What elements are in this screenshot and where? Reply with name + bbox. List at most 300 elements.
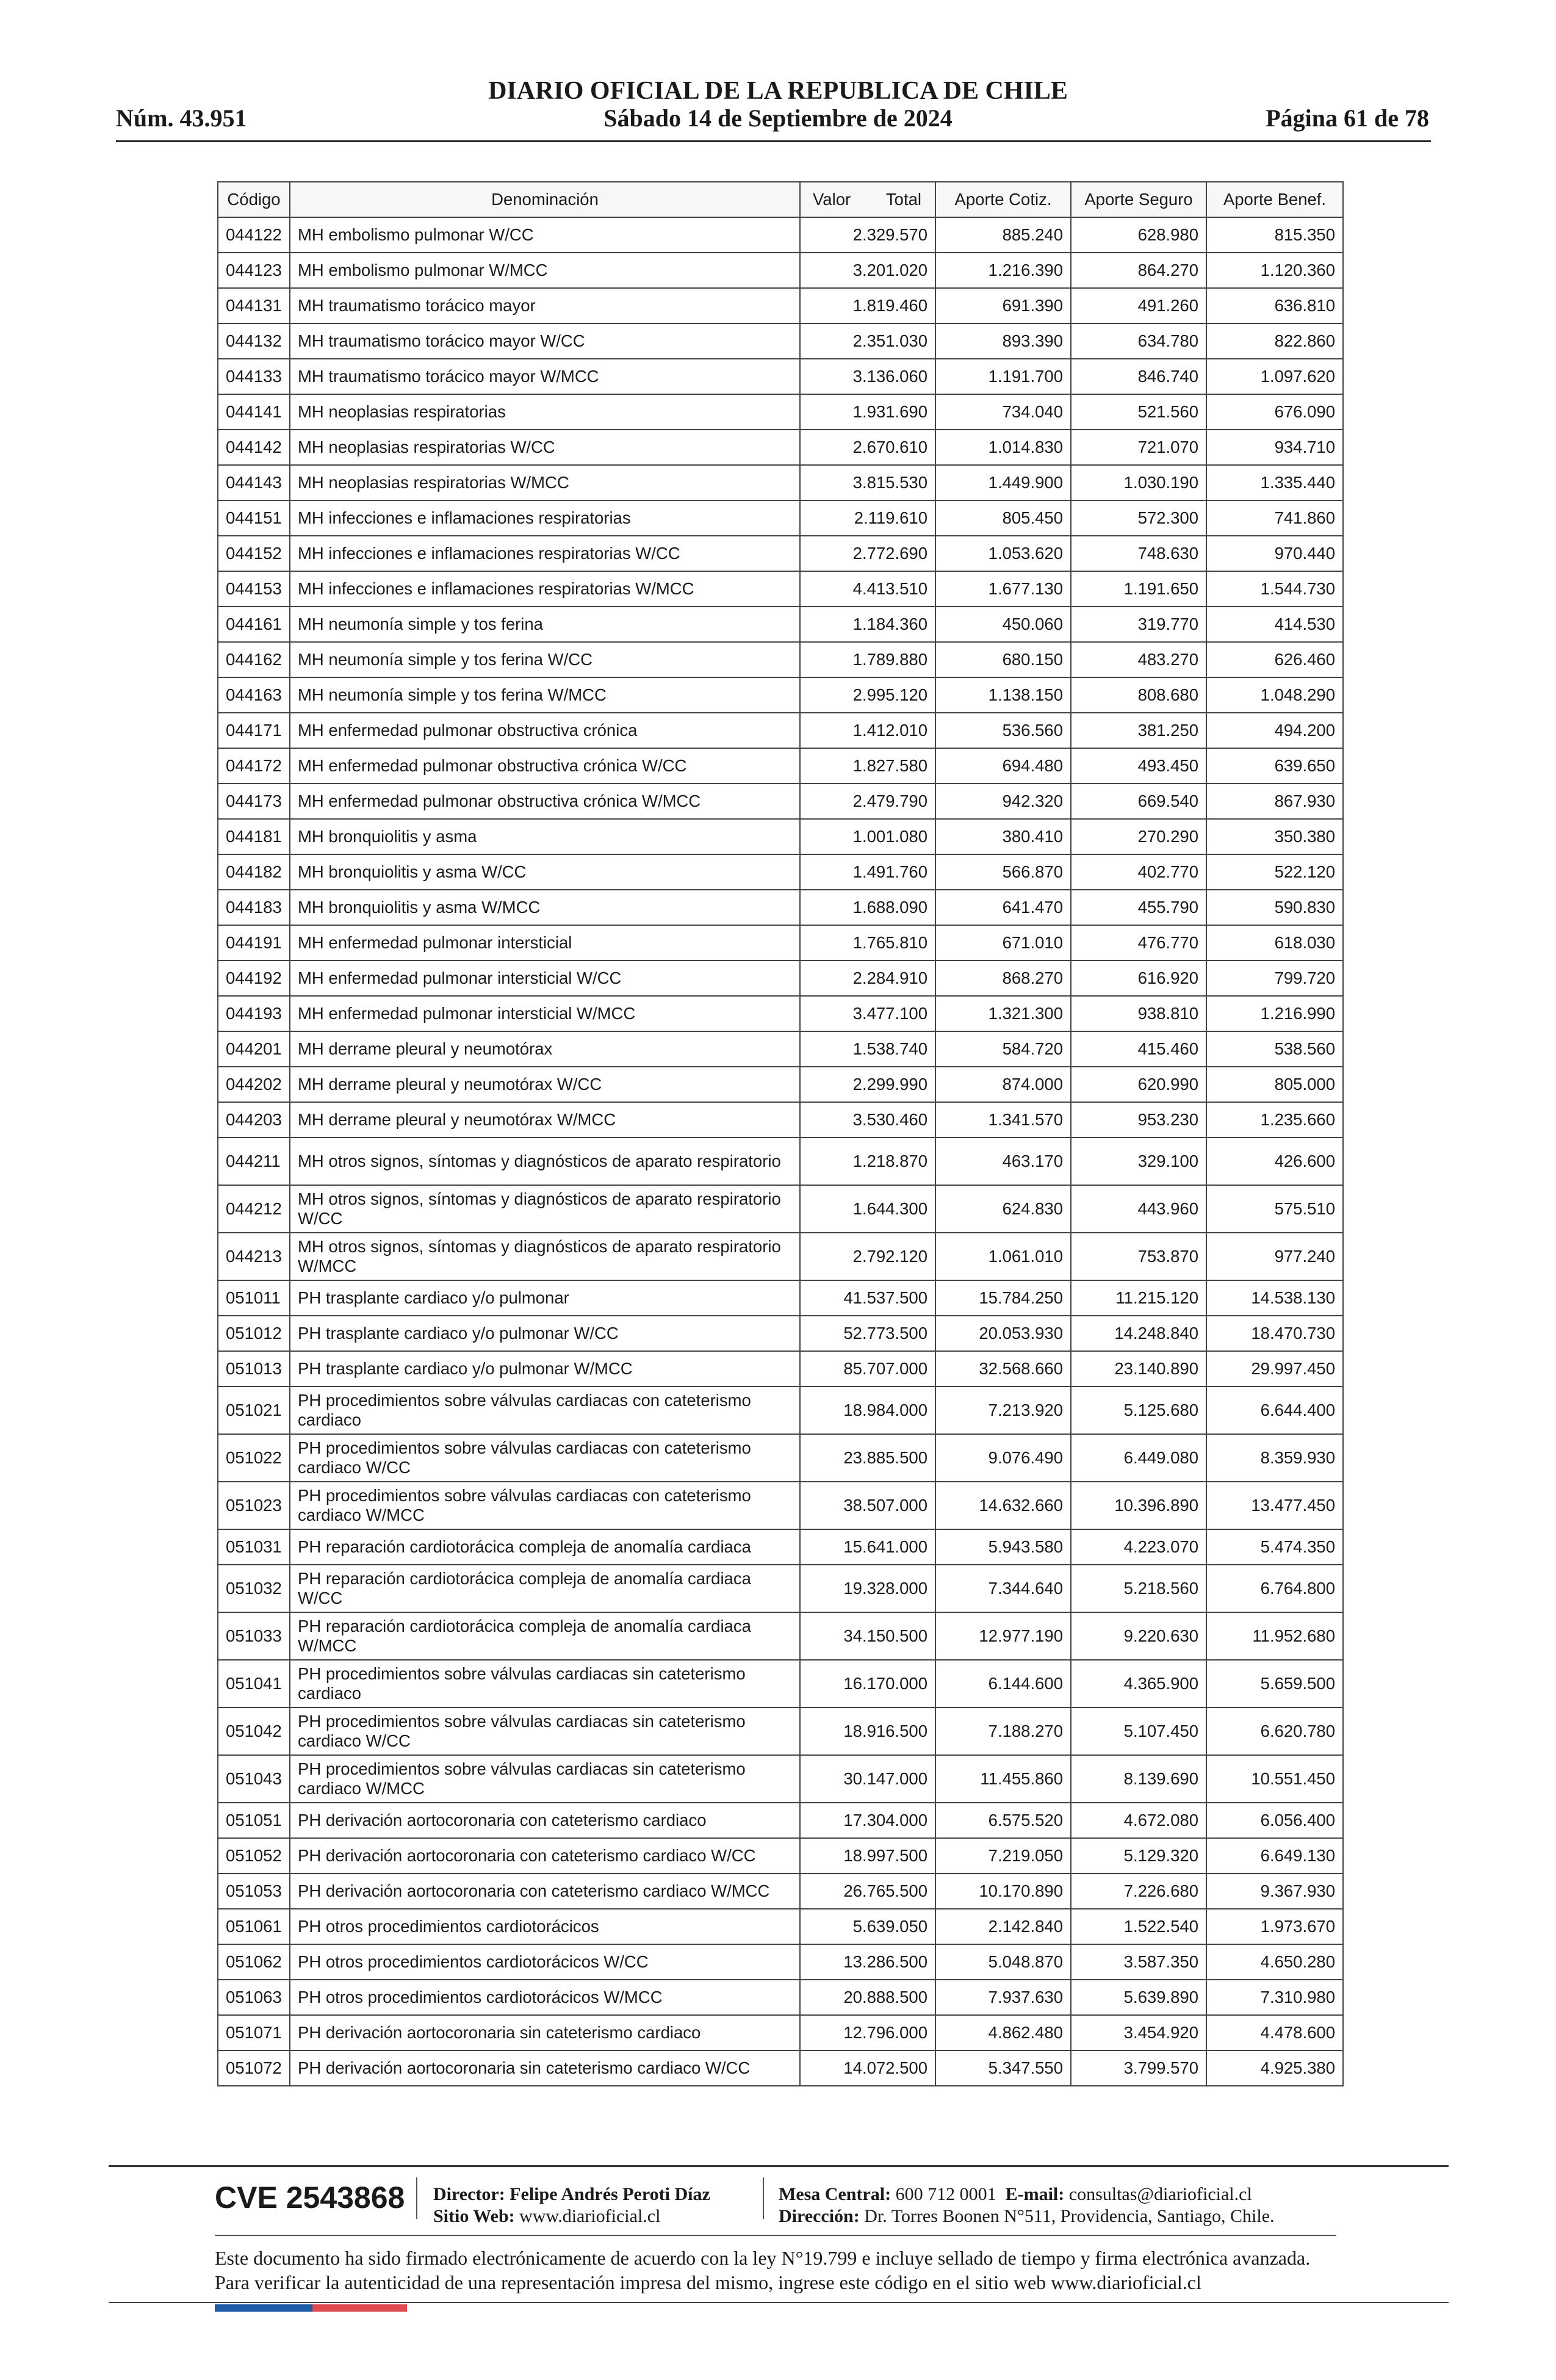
- row-denominacion: MH enfermedad pulmonar obstructiva crónica W/CC: [290, 748, 800, 784]
- col-header-aporte-benef: Aporte Benef.: [1206, 182, 1343, 217]
- row-valor-total: 2.299.990: [800, 1067, 935, 1102]
- table-row: [218, 253, 1343, 288]
- row-codigo: 044191: [218, 925, 290, 961]
- table-row: [218, 1838, 1343, 1873]
- row-valor-total: 52.773.500: [800, 1316, 935, 1351]
- row-denominacion: MH neumonía simple y tos ferina: [290, 607, 800, 642]
- row-denominacion: MH infecciones e inflamaciones respiratorias W/CC: [290, 536, 800, 571]
- row-aporte-benef: 1.048.290: [1206, 677, 1343, 713]
- tariff-table: [217, 181, 1344, 2086]
- row-aporte-cotiz: 4.862.480: [935, 2015, 1071, 2050]
- row-aporte-benef: 4.478.600: [1206, 2015, 1343, 2050]
- row-aporte-seguro: 748.630: [1071, 536, 1206, 571]
- table-row: [218, 748, 1343, 784]
- row-aporte-cotiz: 624.830: [935, 1185, 1071, 1233]
- row-aporte-cotiz: 7.344.640: [935, 1565, 1071, 1612]
- row-aporte-benef: 639.650: [1206, 748, 1343, 784]
- issue-date: Sábado 14 de Septiembre de 2024: [603, 104, 953, 132]
- row-valor-total: 3.477.100: [800, 996, 935, 1031]
- row-denominacion: MH embolismo pulmonar W/CC: [290, 217, 800, 253]
- row-denominacion: MH derrame pleural y neumotórax: [290, 1031, 800, 1067]
- row-codigo: 044141: [218, 394, 290, 430]
- page-number: Página 61 de 78: [1266, 104, 1429, 132]
- row-aporte-cotiz: 734.040: [935, 394, 1071, 430]
- row-aporte-seguro: 1.522.540: [1071, 1909, 1206, 1944]
- row-aporte-cotiz: 7.188.270: [935, 1707, 1071, 1755]
- row-valor-total: 1.218.870: [800, 1138, 935, 1185]
- table-row: [218, 1612, 1343, 1660]
- row-codigo: 051023: [218, 1482, 290, 1529]
- row-denominacion: PH procedimientos sobre válvulas cardiacas sin cateterismo cardiaco: [290, 1660, 800, 1707]
- issue-number: Núm. 43.951: [116, 104, 247, 132]
- row-codigo: 044123: [218, 253, 290, 288]
- row-aporte-seguro: 329.100: [1071, 1138, 1206, 1185]
- row-denominacion: PH procedimientos sobre válvulas cardiacas sin cateterismo cardiaco W/CC: [290, 1707, 800, 1755]
- row-aporte-seguro: 493.450: [1071, 748, 1206, 784]
- footer-director-block: [433, 2183, 710, 2227]
- table-row: [218, 359, 1343, 394]
- row-aporte-seguro: 5.639.890: [1071, 1980, 1206, 2015]
- row-aporte-seguro: 476.770: [1071, 925, 1206, 961]
- row-aporte-cotiz: 7.219.050: [935, 1838, 1071, 1873]
- row-denominacion: PH derivación aortocoronaria sin cateterismo cardiaco: [290, 2015, 800, 2050]
- row-valor-total: 1.765.810: [800, 925, 935, 961]
- table-row: [218, 1233, 1343, 1280]
- row-valor-total: 1.931.690: [800, 394, 935, 430]
- row-aporte-cotiz: 5.943.580: [935, 1529, 1071, 1565]
- table-row: [218, 500, 1343, 536]
- table-row: [218, 713, 1343, 748]
- row-denominacion: MH enfermedad pulmonar intersticial W/CC: [290, 961, 800, 996]
- row-aporte-seguro: 521.560: [1071, 394, 1206, 430]
- row-aporte-benef: 934.710: [1206, 430, 1343, 465]
- col-header-codigo: Código: [218, 182, 290, 217]
- row-denominacion: PH derivación aortocoronaria con cateterismo cardiaco W/CC: [290, 1838, 800, 1873]
- row-aporte-benef: 1.235.660: [1206, 1102, 1343, 1138]
- table-row: [218, 890, 1343, 925]
- row-aporte-seguro: 753.870: [1071, 1233, 1206, 1280]
- row-denominacion: PH procedimientos sobre válvulas cardiacas con cateterismo cardiaco: [290, 1387, 800, 1434]
- row-aporte-cotiz: 1.191.700: [935, 359, 1071, 394]
- flag-bar-blue: [215, 2304, 312, 2312]
- row-aporte-benef: 13.477.450: [1206, 1482, 1343, 1529]
- row-valor-total: 3.815.530: [800, 465, 935, 500]
- row-aporte-benef: 350.380: [1206, 819, 1343, 854]
- row-denominacion: MH bronquiolitis y asma: [290, 819, 800, 854]
- row-valor-total: 30.147.000: [800, 1755, 935, 1803]
- row-aporte-benef: 815.350: [1206, 217, 1343, 253]
- row-codigo: 044142: [218, 430, 290, 465]
- row-aporte-benef: 6.056.400: [1206, 1803, 1343, 1838]
- row-aporte-cotiz: 9.076.490: [935, 1434, 1071, 1482]
- row-valor-total: 41.537.500: [800, 1280, 935, 1316]
- row-codigo: 044161: [218, 607, 290, 642]
- row-aporte-benef: 626.460: [1206, 642, 1343, 677]
- row-denominacion: MH otros signos, síntomas y diagnósticos de aparato respiratorio W/CC: [290, 1185, 800, 1233]
- col-header-aporte-cotiz: Aporte Cotiz.: [935, 182, 1071, 217]
- row-aporte-benef: 494.200: [1206, 713, 1343, 748]
- address-value: Dr. Torres Boonen N°511, Providencia, Santiago, Chile.: [864, 2206, 1275, 2226]
- mesa-label: Mesa Central:: [779, 2184, 891, 2204]
- row-valor-total: 3.201.020: [800, 253, 935, 288]
- footer-separator: [763, 2177, 764, 2219]
- row-valor-total: 2.119.610: [800, 500, 935, 536]
- row-codigo: 051071: [218, 2015, 290, 2050]
- row-valor-total: 1.412.010: [800, 713, 935, 748]
- row-aporte-benef: 426.600: [1206, 1138, 1343, 1185]
- row-codigo: 044163: [218, 677, 290, 713]
- row-codigo: 051032: [218, 1565, 290, 1612]
- row-codigo: 044171: [218, 713, 290, 748]
- row-aporte-seguro: 270.290: [1071, 819, 1206, 854]
- col-header-aporte-seguro: Aporte Seguro: [1071, 182, 1206, 217]
- row-aporte-seguro: 620.990: [1071, 1067, 1206, 1102]
- row-aporte-benef: 1.973.670: [1206, 1909, 1343, 1944]
- table-row: [218, 1803, 1343, 1838]
- row-codigo: 044183: [218, 890, 290, 925]
- row-aporte-cotiz: 463.170: [935, 1138, 1071, 1185]
- row-valor-total: 12.796.000: [800, 2015, 935, 2050]
- col-header-denominacion: Denominación: [290, 182, 800, 217]
- row-aporte-seguro: 938.810: [1071, 996, 1206, 1031]
- table-row: [218, 1980, 1343, 2015]
- row-valor-total: 17.304.000: [800, 1803, 935, 1838]
- row-denominacion: PH trasplante cardiaco y/o pulmonar W/MCC: [290, 1351, 800, 1387]
- table-row: [218, 430, 1343, 465]
- row-denominacion: MH otros signos, síntomas y diagnósticos de aparato respiratorio W/MCC: [290, 1233, 800, 1280]
- row-codigo: 051072: [218, 2050, 290, 2086]
- row-aporte-seguro: 455.790: [1071, 890, 1206, 925]
- row-codigo: 044212: [218, 1185, 290, 1233]
- row-valor-total: 2.329.570: [800, 217, 935, 253]
- row-valor-total: 38.507.000: [800, 1482, 935, 1529]
- row-denominacion: MH neumonía simple y tos ferina W/CC: [290, 642, 800, 677]
- row-denominacion: MH neoplasias respiratorias W/CC: [290, 430, 800, 465]
- footer-contact-block: [779, 2183, 1275, 2227]
- table-row: [218, 1434, 1343, 1482]
- row-aporte-benef: 538.560: [1206, 1031, 1343, 1067]
- row-aporte-cotiz: 11.455.860: [935, 1755, 1071, 1803]
- row-denominacion: MH embolismo pulmonar W/MCC: [290, 253, 800, 288]
- row-valor-total: 15.641.000: [800, 1529, 935, 1565]
- row-aporte-seguro: 483.270: [1071, 642, 1206, 677]
- email-label: E-mail:: [1005, 2184, 1065, 2204]
- table-row: [218, 677, 1343, 713]
- email-link[interactable]: consultas@diarioficial.cl: [1068, 2184, 1252, 2204]
- row-valor-total: 2.772.690: [800, 536, 935, 571]
- row-aporte-cotiz: 1.061.010: [935, 1233, 1071, 1280]
- row-denominacion: PH trasplante cardiaco y/o pulmonar: [290, 1280, 800, 1316]
- table-row: [218, 1707, 1343, 1755]
- row-valor-total: 2.479.790: [800, 784, 935, 819]
- row-denominacion: MH otros signos, síntomas y diagnósticos de aparato respiratorio: [290, 1138, 800, 1185]
- row-valor-total: 34.150.500: [800, 1612, 935, 1660]
- row-aporte-benef: 5.474.350: [1206, 1529, 1343, 1565]
- row-codigo: 051063: [218, 1980, 290, 2015]
- table-row: [218, 854, 1343, 890]
- row-valor-total: 18.916.500: [800, 1707, 935, 1755]
- row-aporte-cotiz: 1.014.830: [935, 430, 1071, 465]
- row-aporte-benef: 636.810: [1206, 288, 1343, 323]
- row-aporte-benef: 14.538.130: [1206, 1280, 1343, 1316]
- row-aporte-cotiz: 671.010: [935, 925, 1071, 961]
- row-aporte-cotiz: 12.977.190: [935, 1612, 1071, 1660]
- col-header-valor-total: [800, 182, 935, 217]
- table-row: [218, 1482, 1343, 1529]
- table-row: [218, 571, 1343, 607]
- row-valor-total: 20.888.500: [800, 1980, 935, 2015]
- table-row: [218, 2050, 1343, 2086]
- row-aporte-benef: 9.367.930: [1206, 1873, 1343, 1909]
- table-row: [218, 1316, 1343, 1351]
- row-aporte-cotiz: 874.000: [935, 1067, 1071, 1102]
- row-aporte-cotiz: 5.347.550: [935, 2050, 1071, 2086]
- row-aporte-benef: 1.544.730: [1206, 571, 1343, 607]
- row-aporte-seguro: 572.300: [1071, 500, 1206, 536]
- row-aporte-benef: 575.510: [1206, 1185, 1343, 1233]
- row-codigo: 044131: [218, 288, 290, 323]
- row-valor-total: 18.984.000: [800, 1387, 935, 1434]
- row-aporte-benef: 10.551.450: [1206, 1755, 1343, 1803]
- row-aporte-seguro: 443.960: [1071, 1185, 1206, 1233]
- row-valor-total: 1.644.300: [800, 1185, 935, 1233]
- row-aporte-seguro: 634.780: [1071, 323, 1206, 359]
- row-valor-total: 2.670.610: [800, 430, 935, 465]
- row-aporte-seguro: 10.396.890: [1071, 1482, 1206, 1529]
- row-aporte-benef: 590.830: [1206, 890, 1343, 925]
- legal-notice: Este documento ha sido firmado electrónicamente de acuerdo con la ley N°19.799 e incluye sellado de tiempo y firma electrónica avanzada. Para verificar la autenticidad de una representación impresa del mismo, ingrese este código en el sitio web www.diarioficial.cl: [215, 2247, 1311, 2293]
- row-aporte-seguro: 402.770: [1071, 854, 1206, 890]
- row-aporte-seguro: 3.587.350: [1071, 1944, 1206, 1980]
- table-row: [218, 996, 1343, 1031]
- row-aporte-benef: 29.997.450: [1206, 1351, 1343, 1387]
- row-aporte-cotiz: 1.053.620: [935, 536, 1071, 571]
- table-row: [218, 1138, 1343, 1185]
- row-valor-total: 1.538.740: [800, 1031, 935, 1067]
- row-codigo: 044173: [218, 784, 290, 819]
- row-codigo: 044133: [218, 359, 290, 394]
- table-row: [218, 1185, 1343, 1233]
- row-valor-total: 1.827.580: [800, 748, 935, 784]
- row-aporte-cotiz: 805.450: [935, 500, 1071, 536]
- row-aporte-cotiz: 691.390: [935, 288, 1071, 323]
- row-aporte-benef: 4.650.280: [1206, 1944, 1343, 1980]
- row-codigo: 051011: [218, 1280, 290, 1316]
- row-aporte-benef: 970.440: [1206, 536, 1343, 571]
- row-aporte-benef: 6.620.780: [1206, 1707, 1343, 1755]
- row-aporte-benef: 1.097.620: [1206, 359, 1343, 394]
- row-aporte-seguro: 669.540: [1071, 784, 1206, 819]
- row-denominacion: MH enfermedad pulmonar obstructiva crónica W/MCC: [290, 784, 800, 819]
- row-denominacion: MH infecciones e inflamaciones respiratorias: [290, 500, 800, 536]
- row-denominacion: PH reparación cardiotorácica compleja de anomalía cardiaca W/CC: [290, 1565, 800, 1612]
- row-aporte-cotiz: 6.575.520: [935, 1803, 1071, 1838]
- table-header-row: [218, 182, 1343, 217]
- row-aporte-seguro: 6.449.080: [1071, 1434, 1206, 1482]
- row-codigo: 044122: [218, 217, 290, 253]
- row-aporte-cotiz: 1.321.300: [935, 996, 1071, 1031]
- row-aporte-seguro: 491.260: [1071, 288, 1206, 323]
- row-aporte-benef: 7.310.980: [1206, 1980, 1343, 2015]
- row-aporte-cotiz: 15.784.250: [935, 1280, 1071, 1316]
- row-aporte-cotiz: 1.216.390: [935, 253, 1071, 288]
- row-aporte-benef: 6.764.800: [1206, 1565, 1343, 1612]
- web-link[interactable]: www.diarioficial.cl: [519, 2206, 661, 2226]
- row-valor-total: 3.136.060: [800, 359, 935, 394]
- row-aporte-seguro: 7.226.680: [1071, 1873, 1206, 1909]
- row-valor-total: 1.184.360: [800, 607, 935, 642]
- row-valor-total: 16.170.000: [800, 1660, 935, 1707]
- row-denominacion: PH trasplante cardiaco y/o pulmonar W/CC: [290, 1316, 800, 1351]
- table-row: [218, 217, 1343, 253]
- row-aporte-seguro: 9.220.630: [1071, 1612, 1206, 1660]
- row-denominacion: PH derivación aortocoronaria con cateterismo cardiaco: [290, 1803, 800, 1838]
- row-aporte-cotiz: 1.138.150: [935, 677, 1071, 713]
- row-denominacion: MH enfermedad pulmonar intersticial: [290, 925, 800, 961]
- row-aporte-seguro: 5.125.680: [1071, 1387, 1206, 1434]
- row-aporte-cotiz: 7.937.630: [935, 1980, 1071, 2015]
- row-valor-total: 1.789.880: [800, 642, 935, 677]
- row-valor-total: 2.284.910: [800, 961, 935, 996]
- table-row: [218, 1944, 1343, 1980]
- table-row: [218, 925, 1343, 961]
- row-aporte-cotiz: 1.449.900: [935, 465, 1071, 500]
- row-valor-total: 23.885.500: [800, 1434, 935, 1482]
- row-aporte-seguro: 808.680: [1071, 677, 1206, 713]
- row-aporte-benef: 6.644.400: [1206, 1387, 1343, 1434]
- row-denominacion: MH bronquiolitis y asma W/CC: [290, 854, 800, 890]
- row-codigo: 051022: [218, 1434, 290, 1482]
- row-denominacion: MH neoplasias respiratorias: [290, 394, 800, 430]
- web-label: Sitio Web:: [433, 2206, 515, 2226]
- row-aporte-cotiz: 2.142.840: [935, 1909, 1071, 1944]
- row-valor-total: 2.792.120: [800, 1233, 935, 1280]
- director-name: Felipe Andrés Peroti Díaz: [510, 2184, 710, 2204]
- row-denominacion: PH derivación aortocoronaria con cateterismo cardiaco W/MCC: [290, 1873, 800, 1909]
- row-aporte-benef: 867.930: [1206, 784, 1343, 819]
- footer-separator: [416, 2177, 417, 2219]
- row-codigo: 044132: [218, 323, 290, 359]
- row-denominacion: PH derivación aortocoronaria sin cateterismo cardiaco W/CC: [290, 2050, 800, 2086]
- row-aporte-seguro: 8.139.690: [1071, 1755, 1206, 1803]
- row-codigo: 044162: [218, 642, 290, 677]
- row-aporte-cotiz: 584.720: [935, 1031, 1071, 1067]
- row-denominacion: MH neoplasias respiratorias W/MCC: [290, 465, 800, 500]
- row-aporte-benef: 1.335.440: [1206, 465, 1343, 500]
- row-valor-total: 13.286.500: [800, 1944, 935, 1980]
- row-codigo: 044203: [218, 1102, 290, 1138]
- row-denominacion: MH infecciones e inflamaciones respiratorias W/MCC: [290, 571, 800, 607]
- table-row: [218, 1873, 1343, 1909]
- row-valor-total: 5.639.050: [800, 1909, 935, 1944]
- row-codigo: 044182: [218, 854, 290, 890]
- col-header-valor: Valor: [813, 190, 851, 209]
- row-codigo: 051053: [218, 1873, 290, 1909]
- row-aporte-cotiz: 680.150: [935, 642, 1071, 677]
- row-denominacion: PH reparación cardiotorácica compleja de anomalía cardiaca W/MCC: [290, 1612, 800, 1660]
- table-row: [218, 961, 1343, 996]
- table-row: [218, 1280, 1343, 1316]
- row-aporte-seguro: 864.270: [1071, 253, 1206, 288]
- row-aporte-benef: 11.952.680: [1206, 1612, 1343, 1660]
- row-codigo: 044193: [218, 996, 290, 1031]
- footer-divider-top: [109, 2165, 1449, 2167]
- footer-divider-mid: [215, 2235, 1336, 2236]
- table-row: [218, 784, 1343, 819]
- row-denominacion: PH otros procedimientos cardiotorácicos W/CC: [290, 1944, 800, 1980]
- table-row: [218, 1031, 1343, 1067]
- row-aporte-cotiz: 32.568.660: [935, 1351, 1071, 1387]
- row-codigo: 044151: [218, 500, 290, 536]
- table-row: [218, 642, 1343, 677]
- row-valor-total: 1.688.090: [800, 890, 935, 925]
- row-codigo: 051051: [218, 1803, 290, 1838]
- footer-divider-bottom: [109, 2302, 1449, 2303]
- row-aporte-seguro: 4.365.900: [1071, 1660, 1206, 1707]
- row-valor-total: 18.997.500: [800, 1838, 935, 1873]
- row-aporte-seguro: 3.454.920: [1071, 2015, 1206, 2050]
- table-row: [218, 394, 1343, 430]
- row-aporte-seguro: 381.250: [1071, 713, 1206, 748]
- row-aporte-cotiz: 7.213.920: [935, 1387, 1071, 1434]
- row-aporte-cotiz: 1.677.130: [935, 571, 1071, 607]
- row-aporte-cotiz: 536.560: [935, 713, 1071, 748]
- row-valor-total: 1.819.460: [800, 288, 935, 323]
- row-codigo: 044213: [218, 1233, 290, 1280]
- row-codigo: 044152: [218, 536, 290, 571]
- row-aporte-benef: 18.470.730: [1206, 1316, 1343, 1351]
- row-codigo: 051061: [218, 1909, 290, 1944]
- row-aporte-seguro: 953.230: [1071, 1102, 1206, 1138]
- row-codigo: 051021: [218, 1387, 290, 1434]
- row-aporte-seguro: 846.740: [1071, 359, 1206, 394]
- row-codigo: 044211: [218, 1138, 290, 1185]
- row-aporte-benef: 805.000: [1206, 1067, 1343, 1102]
- row-aporte-cotiz: 14.632.660: [935, 1482, 1071, 1529]
- row-denominacion: PH procedimientos sobre válvulas cardiacas con cateterismo cardiaco W/CC: [290, 1434, 800, 1482]
- table-row: [218, 465, 1343, 500]
- row-valor-total: 4.413.510: [800, 571, 935, 607]
- table-row: [218, 1909, 1343, 1944]
- row-aporte-benef: 1.216.990: [1206, 996, 1343, 1031]
- table-row: [218, 819, 1343, 854]
- row-aporte-seguro: 721.070: [1071, 430, 1206, 465]
- row-aporte-benef: 8.359.930: [1206, 1434, 1343, 1482]
- row-aporte-cotiz: 694.480: [935, 748, 1071, 784]
- row-codigo: 044143: [218, 465, 290, 500]
- row-valor-total: 26.765.500: [800, 1873, 935, 1909]
- table-row: [218, 1755, 1343, 1803]
- row-aporte-benef: 4.925.380: [1206, 2050, 1343, 2086]
- row-aporte-benef: 977.240: [1206, 1233, 1343, 1280]
- col-header-total: Total: [885, 190, 921, 209]
- row-codigo: 051013: [218, 1351, 290, 1387]
- row-denominacion: PH otros procedimientos cardiotorácicos W/MCC: [290, 1980, 800, 2015]
- table-row: [218, 288, 1343, 323]
- flag-bar-red: [312, 2304, 407, 2312]
- table-body: [218, 217, 1343, 2086]
- row-codigo: 044172: [218, 748, 290, 784]
- row-denominacion: MH neumonía simple y tos ferina W/MCC: [290, 677, 800, 713]
- row-denominacion: MH traumatismo torácico mayor: [290, 288, 800, 323]
- table-row: [218, 536, 1343, 571]
- row-aporte-benef: 676.090: [1206, 394, 1343, 430]
- row-valor-total: 2.995.120: [800, 677, 935, 713]
- row-aporte-benef: 618.030: [1206, 925, 1343, 961]
- row-aporte-cotiz: 380.410: [935, 819, 1071, 854]
- row-aporte-cotiz: 893.390: [935, 323, 1071, 359]
- row-aporte-benef: 1.120.360: [1206, 253, 1343, 288]
